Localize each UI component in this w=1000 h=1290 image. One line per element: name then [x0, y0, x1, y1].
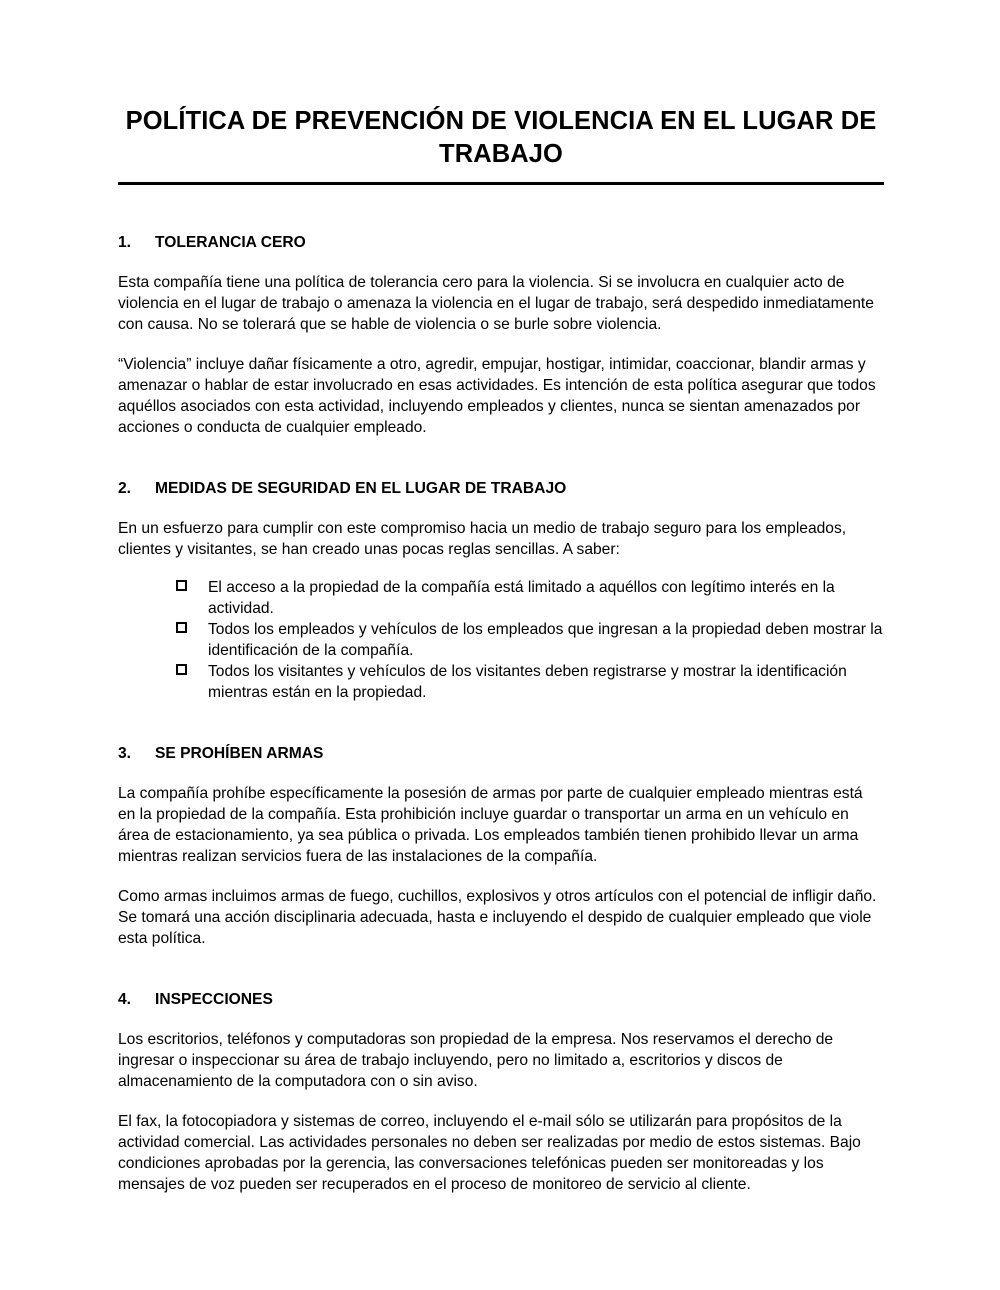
spacer: [118, 438, 884, 478]
section-number-2: 2.: [118, 480, 132, 497]
paragraph: Como armas incluimos armas de fuego, cuchillos, explosivos y otros artículos con el potencial de infligir daño. Se tomará una acción disciplinaria adecuada, hasta e incluyendo el despido de cualquier empleado que viole esta política.: [118, 888, 877, 947]
section-title-4: INSPECCIONES: [155, 991, 273, 1008]
section-title-1: TOLERANCIA CERO: [155, 234, 306, 251]
spacer: [118, 253, 884, 272]
spacer: [118, 560, 884, 577]
spacer: [118, 499, 884, 518]
paragraph: En un esfuerzo para cumplir con este compromiso hacia un medio de trabajo seguro para los empleados, clientes y visitantes, se han creado unas pocas reglas sencillas. A saber:: [118, 520, 847, 558]
section-number-4: 4.: [118, 991, 132, 1008]
spacer: [118, 1010, 884, 1029]
spacer: [118, 949, 884, 989]
list-item-label: El acceso a la propiedad de la compañía está limitado a aquéllos con legítimo interés en la actividad.: [208, 579, 835, 617]
spacer: [118, 1092, 884, 1111]
list-item-label: Todos los empleados y vehículos de los empleados que ingresan a la propiedad deben mostrar la identificación de la compañía.: [208, 621, 883, 659]
title-divider: [118, 182, 884, 185]
shadowed-checkbox-icon: [176, 622, 191, 637]
section-number-1: 1.: [118, 234, 132, 251]
spacer: [118, 703, 884, 743]
section-heading-4: [118, 989, 884, 1010]
paragraph: La compañía prohíbe específicamente la posesión de armas por parte de cualquier empleado mientras está en la propiedad de la compañía. Esta prohibición incluye guardar o transportar un arma en un vehículo en área de estacionamiento, ya sea pública o privada. Los empleados también tienen prohibido llevar un arma mientras realizan servicios fuera de las instalaciones de la compañía.: [118, 785, 863, 865]
section-heading-1: [118, 232, 884, 253]
paragraph: Los escritorios, teléfonos y computadoras son propiedad de la empresa. Nos reservamos el derecho de ingresar o inspeccionar su área de trabajo incluyendo, pero no limitado a, escritorios y discos de almacenamiento de la computadora con o sin aviso.: [118, 1031, 834, 1090]
shadowed-checkbox-icon: [176, 664, 191, 679]
section-title-2: MEDIDAS DE SEGURIDAD EN EL LUGAR DE TRABAJO: [155, 480, 567, 497]
list-item: [118, 619, 884, 661]
paragraph: El fax, la fotocopiadora y sistemas de correo, incluyendo el e-mail sólo se utilizarán para propósitos de la actividad comercial. Las actividades personales no deben ser realizadas por medio de estos sistemas. Bajo condiciones aprobadas por la gerencia, las conversaciones telefónicas pueden ser monitoreadas y los mensajes de voz pueden ser recuperados en el proceso de monitoreo de servicio al cliente.: [118, 1113, 861, 1193]
shadowed-checkbox-icon: [176, 580, 191, 595]
security-rules-list: [118, 577, 884, 703]
spacer: [118, 335, 884, 354]
page-title: POLÍTICA DE PREVENCIÓN DE VIOLENCIA EN EL LUGAR DE TRABAJO: [125, 107, 877, 168]
spacer: [118, 193, 884, 232]
section-number-3: 3.: [118, 745, 132, 762]
list-item: [118, 577, 884, 619]
paragraph: Esta compañía tiene una política de tolerancia cero para la violencia. Si se involucra en cualquier acto de violencia en el lugar de trabajo o amenaza la violencia en el lugar de trabajo, será despedido inmediatamente con causa. No se tolerará que se hable de violencia o se burle sobre violencia.: [118, 274, 874, 333]
list-item-label: Todos los visitantes y vehículos de los visitantes deben registrarse y mostrar la identificación mientras están en la propiedad.: [208, 663, 847, 701]
spacer: [118, 867, 884, 886]
spacer: [118, 764, 884, 783]
section-heading-2: [118, 478, 884, 499]
section-heading-3: [118, 743, 884, 764]
section-title-3: SE PROHÍBEN ARMAS: [155, 745, 324, 762]
paragraph: “Violencia” incluye dañar físicamente a otro, agredir, empujar, hostigar, intimidar, coaccionar, blandir armas y amenazar o hablar de estar involucrado en esas actividades. Es intención de esta política asegurar que todos aquéllos asociados con esta actividad, incluyendo empleados y clientes, nunca se sientan amenazados por acciones o conducta de cualquier empleado.: [118, 356, 876, 436]
document-body: [118, 0, 884, 1195]
list-item: [118, 661, 884, 703]
